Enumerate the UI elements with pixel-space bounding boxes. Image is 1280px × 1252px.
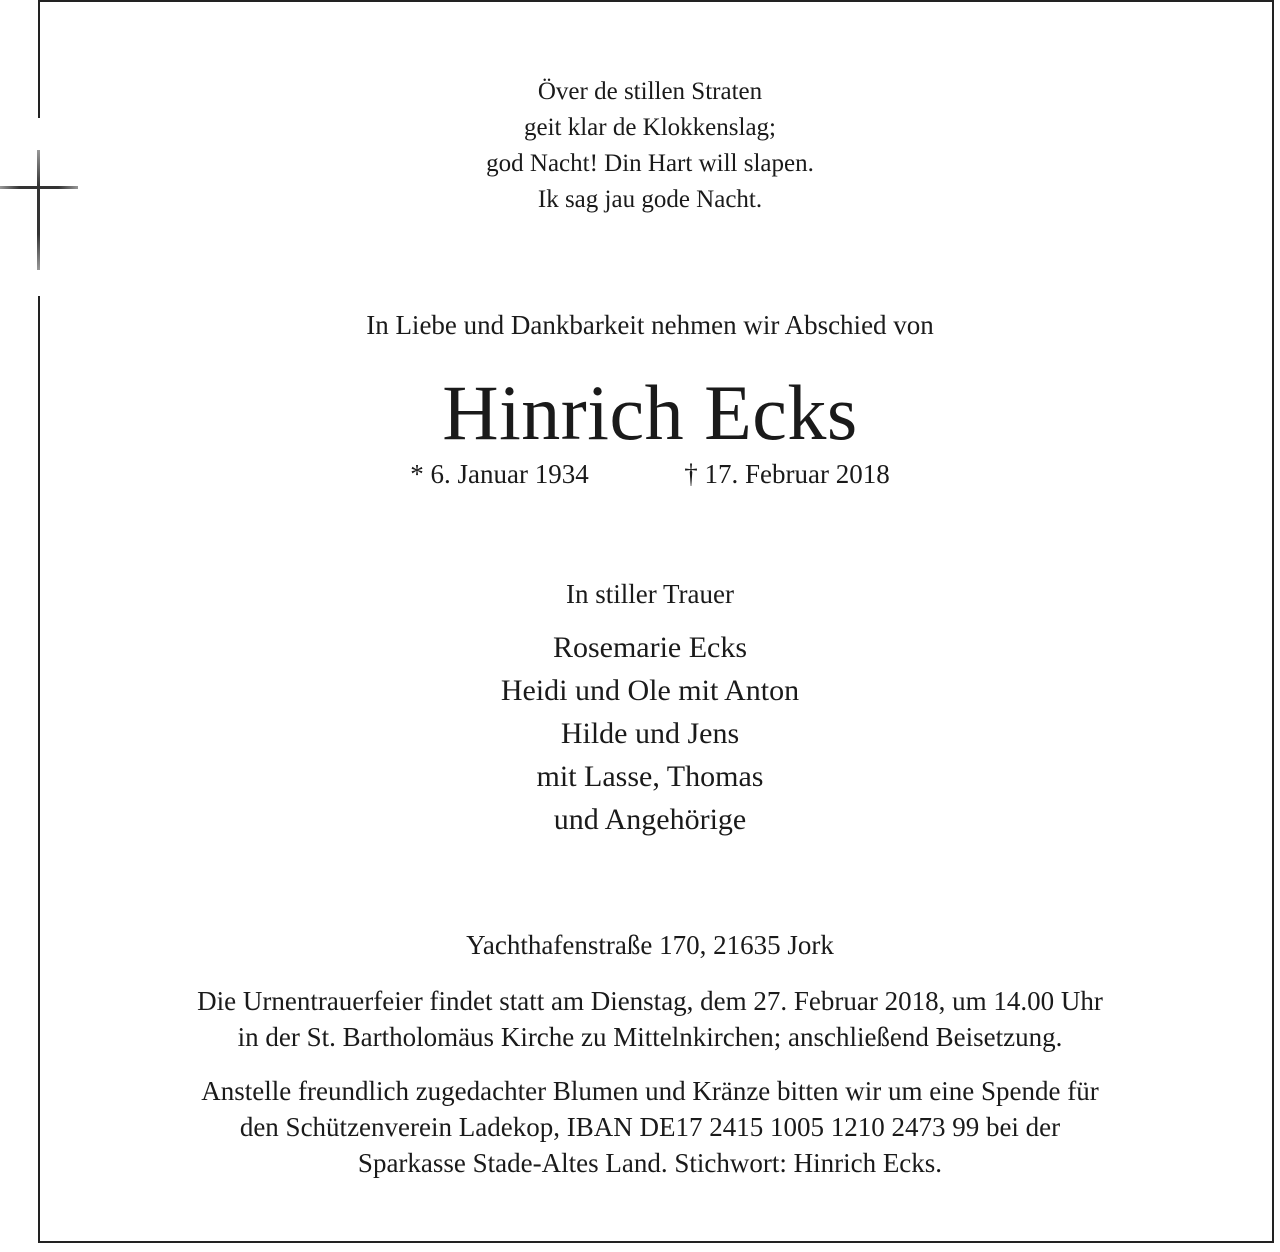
- poem-line-4: Ik sag jau gode Nacht.: [537, 186, 763, 213]
- mourner-4: mit Lasse, Thomas: [536, 760, 764, 793]
- address: Yachthafenstraße 170, 21635 Jork: [466, 930, 834, 960]
- poem-line-1: Över de stillen Straten: [537, 78, 763, 105]
- mourner-5: und Angehörige: [553, 803, 747, 836]
- mourning-label: In stiller Trauer: [566, 579, 734, 609]
- life-dates: [40, 459, 1260, 490]
- donation-line-3: Sparkasse Stade-Altes Land. Stichwort: Hinrich Ecks.: [357, 1148, 943, 1178]
- mourner-2: Heidi und Ole mit Anton: [500, 674, 800, 707]
- farewell-intro: In Liebe und Dankbarkeit nehmen wir Abschied von: [366, 310, 934, 340]
- death-date: † 17. Februar 2018: [684, 459, 890, 489]
- poem-line-3: god Nacht! Din Hart will slapen.: [486, 150, 814, 177]
- mourner-1: Rosemarie Ecks: [552, 631, 748, 664]
- ceremony-line-1: Die Urnentrauerfeier findet statt am Dienstag, dem 27. Februar 2018, um 14.00 Uhr: [197, 986, 1103, 1016]
- birth-date: * 6. Januar 1934: [410, 459, 589, 489]
- mourner-3: Hilde und Jens: [560, 717, 740, 750]
- donation-line-2: den Schützenverein Ladekop, IBAN DE17 2415 1005 1210 2473 99 bei der: [239, 1112, 1061, 1142]
- deceased-name: Hinrich Ecks: [442, 369, 858, 456]
- donation-line-1: Anstelle freundlich zugedachter Blumen und Kränze bitten wir um eine Spende für: [201, 1076, 1099, 1106]
- poem-line-2: geit klar de Klokkenslag;: [523, 114, 776, 141]
- ceremony-line-2: in der St. Bartholomäus Kirche zu Mittelnkirchen; anschließend Beisetzung.: [237, 1022, 1063, 1052]
